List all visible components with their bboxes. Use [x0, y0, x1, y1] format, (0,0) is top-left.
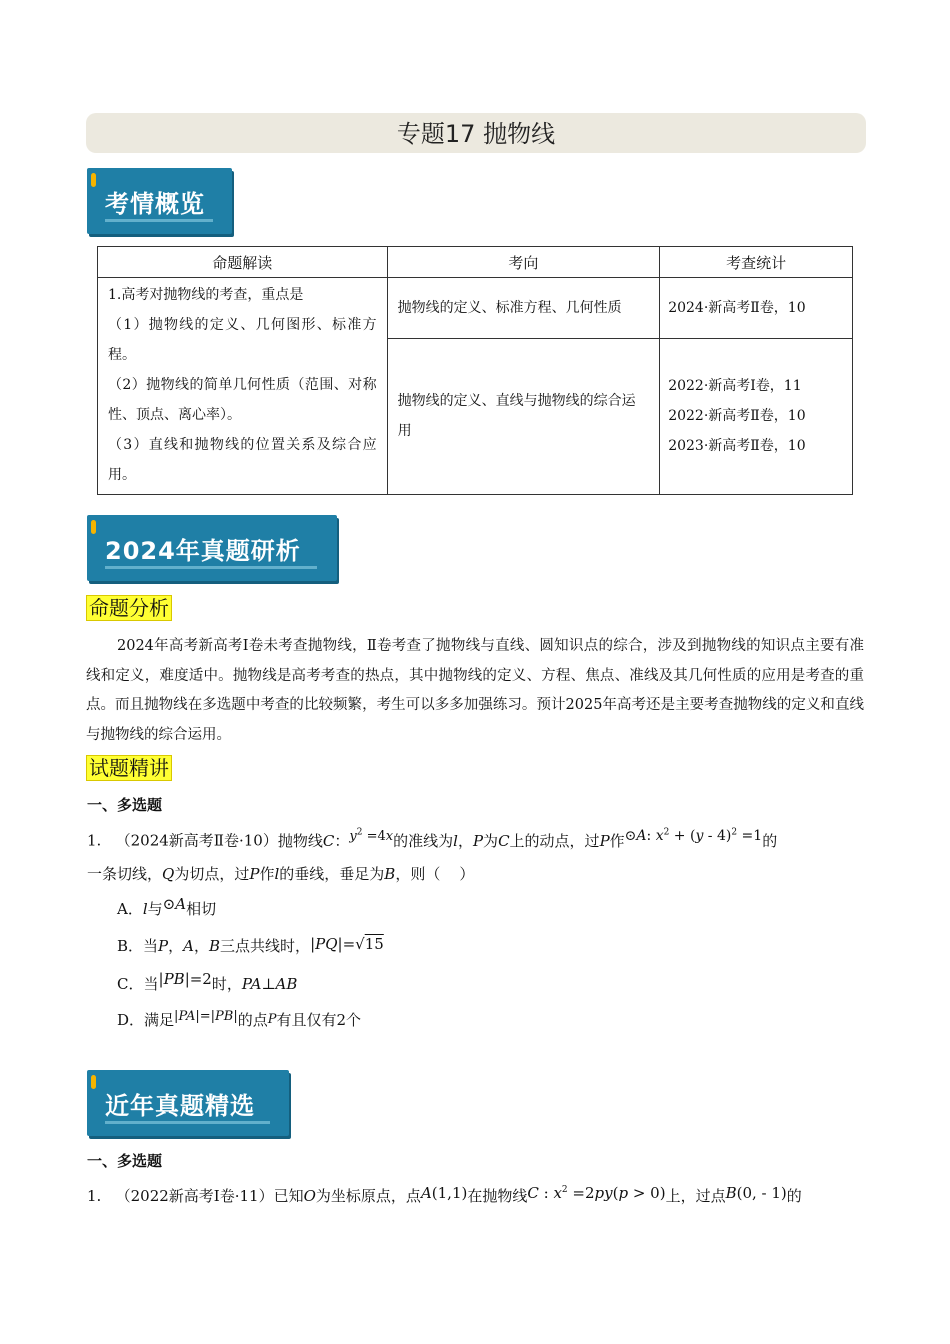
pin-marker: [91, 1075, 96, 1089]
question-text: 已知O为坐标原点，点A(1,1)在抛物线C : $x^2 =2py(p > 0)$上，过点B(0, - 1)的: [273, 1184, 802, 1205]
overview-table: [97, 246, 853, 495]
option-c: C．当|PB|=2时，PA⊥AB: [117, 970, 298, 993]
highlight-label: 命题分析: [86, 595, 172, 621]
analysis-paragraph: 2024年高考新高考Ⅰ卷未考查抛物线，Ⅱ卷考查了抛物线与直线、圆知识点的综合，涉及到抛物线的知识点主要有准线和定义，难度适中。抛物线是高考考查的热点，其中抛物线的定义、方程、焦点、准线及其几何性质的应用是考查的重点。而且抛物线在多选题中考查的比较频繁，考生可以多多加强练习。预计2025年高考还是主要考查抛物线的定义和直线与抛物线的综合运用。: [86, 638, 864, 743]
section-badge-recent: [87, 1070, 289, 1136]
pin-marker: [91, 173, 96, 187]
badge-label: 近年真题精选: [105, 1092, 255, 1120]
interpretation-line: 1.高考对抛物线的考查，重点是: [108, 287, 304, 303]
table-header: 考向: [387, 247, 660, 278]
stat-line: 2022·新高考Ⅰ卷，11: [668, 378, 802, 395]
badge-underline: [105, 566, 317, 569]
stat-line: 2024·新高考Ⅱ卷，10: [668, 299, 806, 316]
proposition-analysis-label: [86, 594, 172, 622]
interpretation-line: （1）抛物线的定义、几何图形、标准方程。: [108, 317, 377, 363]
question-source: （2022新高考Ⅰ卷·11）: [115, 1187, 274, 1205]
option-d: D．满足|PA|=|PB|的点P有且仅有2个: [117, 1009, 362, 1029]
stat-line: 2023·新高考Ⅱ卷，10: [668, 438, 806, 455]
section-heading-multi-choice: 一、多选题: [87, 1152, 163, 1170]
option-letter: B．: [117, 937, 144, 955]
option-letter: D．: [117, 1011, 145, 1029]
option-b: B．当P，A，B三点共线时，|PQ|=√15: [117, 935, 384, 955]
interpretation-cell: [98, 278, 388, 495]
stats-cell: [660, 278, 853, 339]
interpretation-line: （3）直线和抛物线的位置关系及综合应用。: [108, 437, 377, 483]
table-header: 考查统计: [660, 247, 853, 278]
table-header: 命题解读: [98, 247, 388, 278]
question-line: [87, 820, 777, 861]
exam-explain-label: [86, 754, 172, 782]
question-source: （2024新高考Ⅱ卷·10）: [115, 831, 278, 850]
option-letter: A．: [117, 900, 143, 918]
badge-underline: [105, 219, 213, 222]
section-badge-overview: [87, 168, 232, 234]
option-letter: C．: [117, 975, 144, 993]
option-a: A．l与⊙A相切: [117, 895, 217, 918]
highlight-label: 试题精讲: [86, 755, 172, 781]
badge-label: 2024年真题研析: [105, 537, 301, 565]
pin-marker: [91, 520, 96, 534]
question-line: 一条切线，Q为切点，过P作l的垂线，垂足为B，则（ ）: [87, 865, 475, 883]
section-badge-2024-analysis: [87, 515, 337, 581]
badge-underline: [105, 1121, 270, 1124]
table-row: [98, 278, 853, 339]
section-heading-multi-choice: 一、多选题: [87, 796, 163, 814]
direction-cell: 抛物线的定义、标准方程、几何性质: [387, 278, 660, 339]
stats-cell: [660, 338, 853, 494]
question-text: 抛物线C：$y^2 =4x$的准线为l，P为C上的动点，过P作⊙A: $x^2 + (y - 4)^2 =1$的: [277, 827, 778, 850]
table-header-row: [98, 247, 853, 278]
stat-line: 2022·新高考Ⅱ卷，10: [668, 408, 806, 425]
badge-label: 考情概览: [105, 190, 205, 218]
question-number: 1.: [87, 1187, 102, 1205]
question-line: [87, 1175, 802, 1214]
interpretation-line: （2）抛物线的简单几何性质（范围、对称性、顶点、离心率）。: [108, 377, 377, 423]
direction-cell: 抛物线的定义、直线与抛物线的综合运用: [387, 338, 660, 494]
question-number: 1.: [87, 831, 102, 850]
page-title: 专题17 抛物线: [86, 113, 866, 153]
